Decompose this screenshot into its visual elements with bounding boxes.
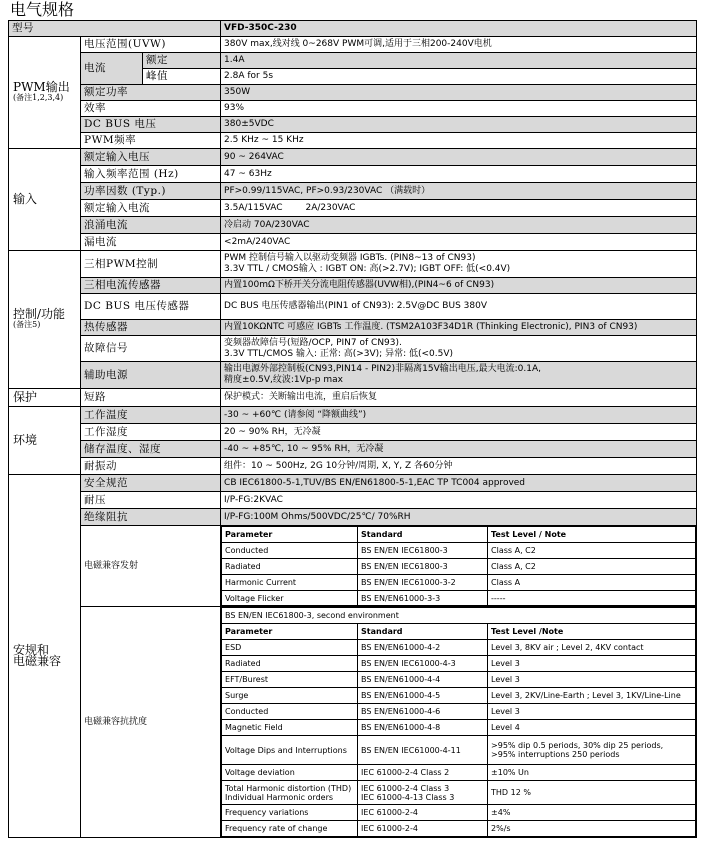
pwm-value-2: 350W: [221, 85, 697, 101]
emi-header-row: [222, 527, 696, 543]
pwm-value-5: 2.5 KHz ~ 15 KHz: [221, 133, 697, 149]
pwm-label-4: DC BUS 电压: [81, 117, 221, 133]
ems-standard: BS EN/EN61000-4-5: [358, 688, 488, 704]
protection-label: 短路: [81, 389, 221, 407]
input-label-0: 额定输入电压: [81, 149, 221, 166]
table-row: [222, 575, 696, 591]
pwm-value-3: 93%: [221, 101, 697, 117]
ems-level: Level 3, 8KV air ; Level 2, 4KV contact: [488, 640, 696, 656]
ems-param: Voltage deviation: [222, 765, 358, 781]
input-label-1: 输入频率范围 (Hz): [81, 166, 221, 183]
control-value-1: 内置100mΩ下桥开关分流电阻传感器(UVW相),(PIN4~6 of CN93): [221, 278, 697, 294]
pwm-label-5: PWM频率: [81, 133, 221, 149]
ems-standard: IEC 61000-2-4: [358, 805, 488, 821]
ems-level: Level 3, 2KV/Line-Earth ; Level 3, 1KV/Line-Line: [488, 688, 696, 704]
protection-category: 保护: [9, 389, 81, 407]
control-value-2: DC BUS 电压传感器输出(PIN1 of CN93): 2.5V@DC BUS 380V: [221, 294, 697, 320]
ems-standard: BS EN/EN61000-4-2: [358, 640, 488, 656]
emi-standard: BS EN/EN IEC61800-3: [358, 559, 488, 575]
emi-level: Class A, C2: [488, 543, 696, 559]
emi-level: Class A, C2: [488, 559, 696, 575]
safety-category: [9, 475, 81, 838]
control-value-0-line1: PWM 控制信号输入以驱动变频器 IGBTs. (PIN8~13 of CN93): [224, 253, 476, 263]
ems-standard: BS EN/EN61000-4-4: [358, 672, 488, 688]
pwm-category-note: (备注1,2,3,4): [13, 93, 64, 102]
control-value-4-line2: 3.3V TTL/CMOS 输入: 正常: 高(>3V); 异常: 低(<0.5V): [224, 348, 454, 359]
emi-table-cell: [221, 526, 697, 607]
table-row: [222, 591, 696, 606]
emi-param: Harmonic Current: [222, 575, 358, 591]
table-row: [222, 821, 696, 837]
ems-standard: IEC 61000-2-4 Class 3 IEC 61000-4-13 Class 3: [358, 781, 488, 805]
spec-table: [8, 20, 697, 838]
table-row: [222, 781, 696, 805]
emi-level: -----: [488, 591, 696, 606]
pwm-label-2: 额定功率: [81, 85, 221, 101]
ems-param: Surge: [222, 688, 358, 704]
ems-level: Level 3: [488, 672, 696, 688]
env-label-3: 耐振动: [81, 458, 221, 475]
table-row: [222, 704, 696, 720]
control-category: [9, 251, 81, 389]
input-value-3: 3.5A/115VAC 2A/230VAC: [221, 200, 697, 217]
safety-value-2: I/P-FG:100M Ohms/500VDC/25℃/ 70%RH: [221, 509, 697, 526]
control-category-label: 控制/功能: [13, 307, 66, 321]
ems-env-row: [222, 608, 696, 624]
ems-standard: IEC 61000-2-4: [358, 821, 488, 837]
pwm-category: [9, 37, 81, 149]
ems-param: Magnetic Field: [222, 720, 358, 736]
table-row: [222, 640, 696, 656]
ems-param: Conducted: [222, 704, 358, 720]
safety-category-line1: 安规和: [13, 643, 50, 657]
input-category: 输入: [9, 149, 81, 251]
table-row: [222, 736, 696, 765]
input-label-4: 浪涌电流: [81, 217, 221, 234]
env-value-3: 组件：10 ~ 500Hz, 2G 10分钟/周期, X, Y, Z 各60分钟: [221, 458, 697, 475]
model-value: VFD-350C-230: [221, 21, 697, 37]
ems-header-level: Test Level /Note: [488, 624, 696, 640]
pwm-label-0: 电压范围(UVW): [81, 37, 221, 53]
pwm-value-4: 380±5VDC: [221, 117, 697, 133]
ems-standard: BS EN/EN IEC61000-4-11: [358, 736, 488, 765]
emi-standard: BS EN/EN IEC61800-3: [358, 543, 488, 559]
env-value-2: -40 ~ +85℃, 10 ~ 95% RH，无冷凝: [221, 441, 697, 458]
emi-param: Conducted: [222, 543, 358, 559]
emi-standard: BS EN/EN IEC61000-3-2: [358, 575, 488, 591]
page-title: 电气规格: [10, 0, 75, 19]
safety-value-1: I/P-FG:2KVAC: [221, 492, 697, 509]
model-row: [9, 21, 697, 37]
safety-category-line2: 电磁兼容: [13, 654, 62, 668]
input-value-1: 47 ~ 63Hz: [221, 166, 697, 183]
ems-param: Frequency rate of change: [222, 821, 358, 837]
ems-level: >95% dip 0.5 periods, 30% dip 25 periods, >95% interruptions 250 periods: [488, 736, 696, 765]
pwm-current-rated-value: 1.4A: [221, 53, 697, 69]
input-label-3: 额定输入电流: [81, 200, 221, 217]
control-label-3: 热传感器: [81, 320, 221, 336]
ems-header-standard: Standard: [358, 624, 488, 640]
ems-header-parameter: Parameter: [222, 624, 358, 640]
ems-standard: BS EN/EN IEC61000-4-3: [358, 656, 488, 672]
control-value-3: 内置10KΩNTC 可感应 IGBTs 工作温度. (TSM2A103F34D1R (Thinking Electronic), PIN3 of CN93): [221, 320, 697, 336]
safety-label-1: 耐压: [81, 492, 221, 509]
input-value-5: <2mA/240VAC: [221, 234, 697, 251]
control-label-1: 三相电流传感器: [81, 278, 221, 294]
model-label: 型号: [9, 21, 221, 37]
emi-header-parameter: Parameter: [222, 527, 358, 543]
emi-param: Voltage Flicker: [222, 591, 358, 606]
control-value-5-line1: 输出电源外部控制板(CN93,PIN14 - PIN2)非隔离15V输出电压,最大电流:0.1A,: [224, 364, 541, 374]
ems-level: Level 3: [488, 704, 696, 720]
pwm-category-label: PWM输出: [13, 80, 70, 94]
ems-table-cell: [221, 607, 697, 838]
emi-standard: BS EN/EN61000-3-3: [358, 591, 488, 606]
ems-param: Voltage Dips and Interruptions: [222, 736, 358, 765]
ems-param: Total Harmonic distortion (THD) Individual Harmonic orders: [222, 781, 358, 805]
safety-label-0: 安全规范: [81, 475, 221, 492]
ems-level: Level 3: [488, 656, 696, 672]
table-row: [222, 672, 696, 688]
emi-label: 电磁兼容发射: [81, 526, 221, 607]
emi-param: Radiated: [222, 559, 358, 575]
ems-param: Frequency variations: [222, 805, 358, 821]
table-row: [222, 656, 696, 672]
pwm-label-3: 效率: [81, 101, 221, 117]
input-value-0: 90 ~ 264VAC: [221, 149, 697, 166]
ems-level: Level 4: [488, 720, 696, 736]
ems-level: THD 12 %: [488, 781, 696, 805]
ems-level: ±10% Un: [488, 765, 696, 781]
input-label-2: 功率因数 (Typ.): [81, 183, 221, 200]
protection-value: 保护模式：关断输出电流，重启后恢复: [221, 389, 697, 407]
table-row: [222, 559, 696, 575]
input-value-2: PF>0.99/115VAC, PF>0.93/230VAC （满载时）: [221, 183, 697, 200]
table-row: [222, 805, 696, 821]
ems-param: EFT/Burest: [222, 672, 358, 688]
pwm-current-rated-label: 额定: [143, 53, 221, 69]
pwm-value-0: 380V max,线对线 0~268V PWM可调,适用于三相200-240V电机: [221, 37, 697, 53]
ems-env-note: BS EN/EN IEC61800-3, second environment: [222, 608, 696, 624]
ems-param: ESD: [222, 640, 358, 656]
ems-standard: BS EN/EN61000-4-8: [358, 720, 488, 736]
ems-level: 2%/s: [488, 821, 696, 837]
control-label-0: 三相PWM控制: [81, 251, 221, 278]
table-row: [222, 720, 696, 736]
control-value-4: [221, 336, 697, 362]
table-row: [222, 543, 696, 559]
ems-standard: IEC 61000-2-4 Class 2: [358, 765, 488, 781]
env-value-1: 20 ~ 90% RH，无冷凝: [221, 424, 697, 441]
ems-level: ±4%: [488, 805, 696, 821]
control-label-5: 辅助电源: [81, 362, 221, 389]
env-label-2: 储存温度、湿度: [81, 441, 221, 458]
pwm-label-1: 电流: [81, 53, 143, 85]
ems-label: 电磁兼容抗扰度: [81, 607, 221, 838]
input-value-4: 冷启动 70A/230VAC: [221, 217, 697, 234]
emi-table: [221, 526, 696, 606]
pwm-current-peak-value: 2.8A for 5s: [221, 69, 697, 85]
ems-header-row: [222, 624, 696, 640]
safety-value-0: CB IEC61800-5-1,TUV/BS EN/EN61800-5-1,EAC TP TC004 approved: [221, 475, 697, 492]
table-row: [222, 688, 696, 704]
env-label-1: 工作湿度: [81, 424, 221, 441]
ems-table: [221, 607, 696, 837]
control-value-0: [221, 251, 697, 278]
control-label-2: DC BUS 电压传感器: [81, 294, 221, 320]
safety-label-2: 绝缘阻抗: [81, 509, 221, 526]
ems-standard: BS EN/EN61000-4-6: [358, 704, 488, 720]
emi-level: Class A: [488, 575, 696, 591]
control-category-note: (备注5): [13, 320, 41, 329]
control-value-5: [221, 362, 697, 389]
ems-param: Radiated: [222, 656, 358, 672]
env-value-0: -30 ~ +60℃ (请参阅 “降额曲线”): [221, 407, 697, 424]
emi-header-standard: Standard: [358, 527, 488, 543]
table-row: [222, 765, 696, 781]
input-label-5: 漏电流: [81, 234, 221, 251]
control-value-0-line2: 3.3V TTL / CMOS输入 : IGBT ON: 高(>2.7V); IGBT OFF: 低(<0.4V): [224, 264, 511, 274]
control-value-5-line2: 精度±0.5V,纹波:1Vp-p max: [224, 375, 343, 385]
pwm-current-peak-label: 峰值: [143, 69, 221, 85]
control-label-4: 故障信号: [81, 336, 221, 362]
control-value-4-line1: 变频器故障信号(短路/OCP, PIN7 of CN93).: [224, 337, 402, 348]
environment-category: 环境: [9, 407, 81, 475]
emi-header-level: Test Level / Note: [488, 527, 696, 543]
env-label-0: 工作温度: [81, 407, 221, 424]
